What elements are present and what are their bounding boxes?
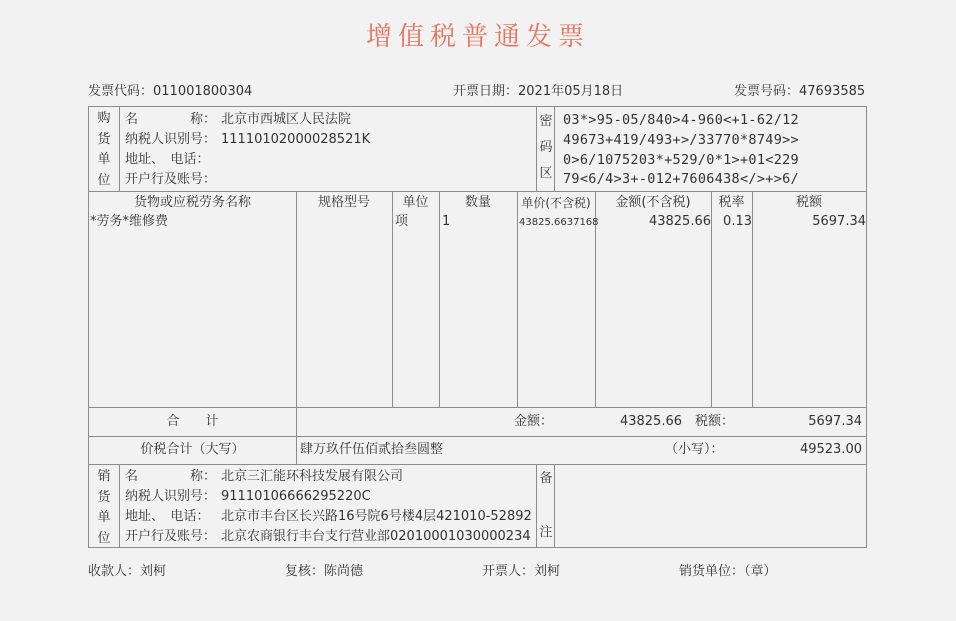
buyer-taxid-value: 11110102000028521K [221,132,371,147]
item-name: *劳务*维修费 [90,214,169,229]
invoice-number-value: 47693585 [799,84,866,99]
col-header-qty: 数量 [464,195,491,210]
invoice-date-value: 2021年05月18日 [518,84,624,99]
seller-address-value: 北京市丰台区长兴路16号院6号楼4层421010-52892 [221,509,532,524]
buyer-bank-label: 开户行及账号： [125,172,217,187]
seller-address-label: 地址、 电话： [125,509,210,524]
invoice-number [734,80,865,99]
cipher-line: 0>6/1075203*+529/0*1>+01<229 [563,152,799,168]
totals-tax-label: 税额： [695,414,735,429]
seller-side-label: 销 货 单 位 [97,469,111,546]
grand-total-small-label: （小写）： [665,442,724,457]
cipher-side-label: 密 码 区 [539,114,553,181]
footer-drawer [482,560,560,579]
col-header-name: 货物或应税劳务名称 [133,195,251,210]
totals-amount-label: 金额： [514,414,554,429]
invoice-code-label: 发票代码： [88,84,154,99]
seller-taxid-value: 91110106666295220C [221,489,371,504]
drawer-value: 刘柯 [534,564,561,579]
item-tax: 5697.34 [812,214,866,229]
buyer-address-label: 地址、 电话： [125,152,210,167]
cipher-line: 79<6/4>3+-012+7606438</>+>6/ [563,171,799,187]
seller-taxid-label: 纳税人识别号： [125,489,217,504]
footer-reviewer [285,560,363,579]
item-price: 43825.6637168 [519,217,599,228]
payee-label: 收款人： [88,564,141,579]
footer-payee [88,560,166,579]
totals-amount-value: 43825.66 [619,414,682,429]
col-header-tax: 税额 [795,195,822,210]
totals-label: 合 计 [166,414,219,429]
reviewer-value: 陈尚德 [324,564,364,579]
payee-value: 刘柯 [140,564,167,579]
buyer-name-value: 北京市西城区人民法院 [221,112,352,127]
item-qty: 1 [442,214,451,229]
seller-bank-value: 北京农商银行丰台支行营业部02010001030000234 [221,529,531,544]
totals-tax-value: 5697.34 [808,414,862,429]
seller-bank-label: 开户行及账号： [125,529,217,544]
buyer-side-label: 购 货 单 位 [97,111,111,188]
footer-seller-seal: 销货单位：（章） [679,564,777,579]
invoice-code [88,80,252,99]
invoice-date-label: 开票日期： [453,84,519,99]
seller-name-value: 北京三汇能环科技发展有限公司 [221,469,404,484]
invoice-table [88,106,867,548]
item-amount: 43825.66 [648,214,711,229]
invoice-number-label: 发票号码： [734,84,800,99]
seller-name-label: 名 称： [125,469,217,484]
item-rate: 0.13 [723,214,752,229]
invoice-title: 增值税普通发票 [365,22,590,52]
col-header-unit: 单位 [402,195,429,210]
buyer-name-label: 名 称： [125,112,217,127]
grand-total-words: 肆万玖仟伍佰贰拾叁圆整 [300,442,444,457]
col-header-rate: 税率 [718,195,745,210]
remarks-side-label: 备 注 [539,471,553,540]
reviewer-label: 复核： [285,564,325,579]
cipher-line: 49673+419/493+>/33770*8749>> [563,132,799,148]
grand-total-small-value: 49523.00 [799,442,862,457]
col-header-spec: 规格型号 [317,195,370,210]
invoice-code-value: 011001800304 [153,84,253,99]
grand-total-label: 价税合计（大写） [140,442,245,457]
col-header-price: 单价(不含税) [521,196,591,210]
invoice-date [453,80,623,99]
buyer-taxid-label: 纳税人识别号： [125,132,217,147]
cipher-line: 03*>95-05/840>4-960<+1-62/12 [563,112,799,128]
drawer-label: 开票人： [482,564,535,579]
item-unit: 项 [395,214,409,229]
col-header-amount: 金额(不含税) [615,195,691,210]
